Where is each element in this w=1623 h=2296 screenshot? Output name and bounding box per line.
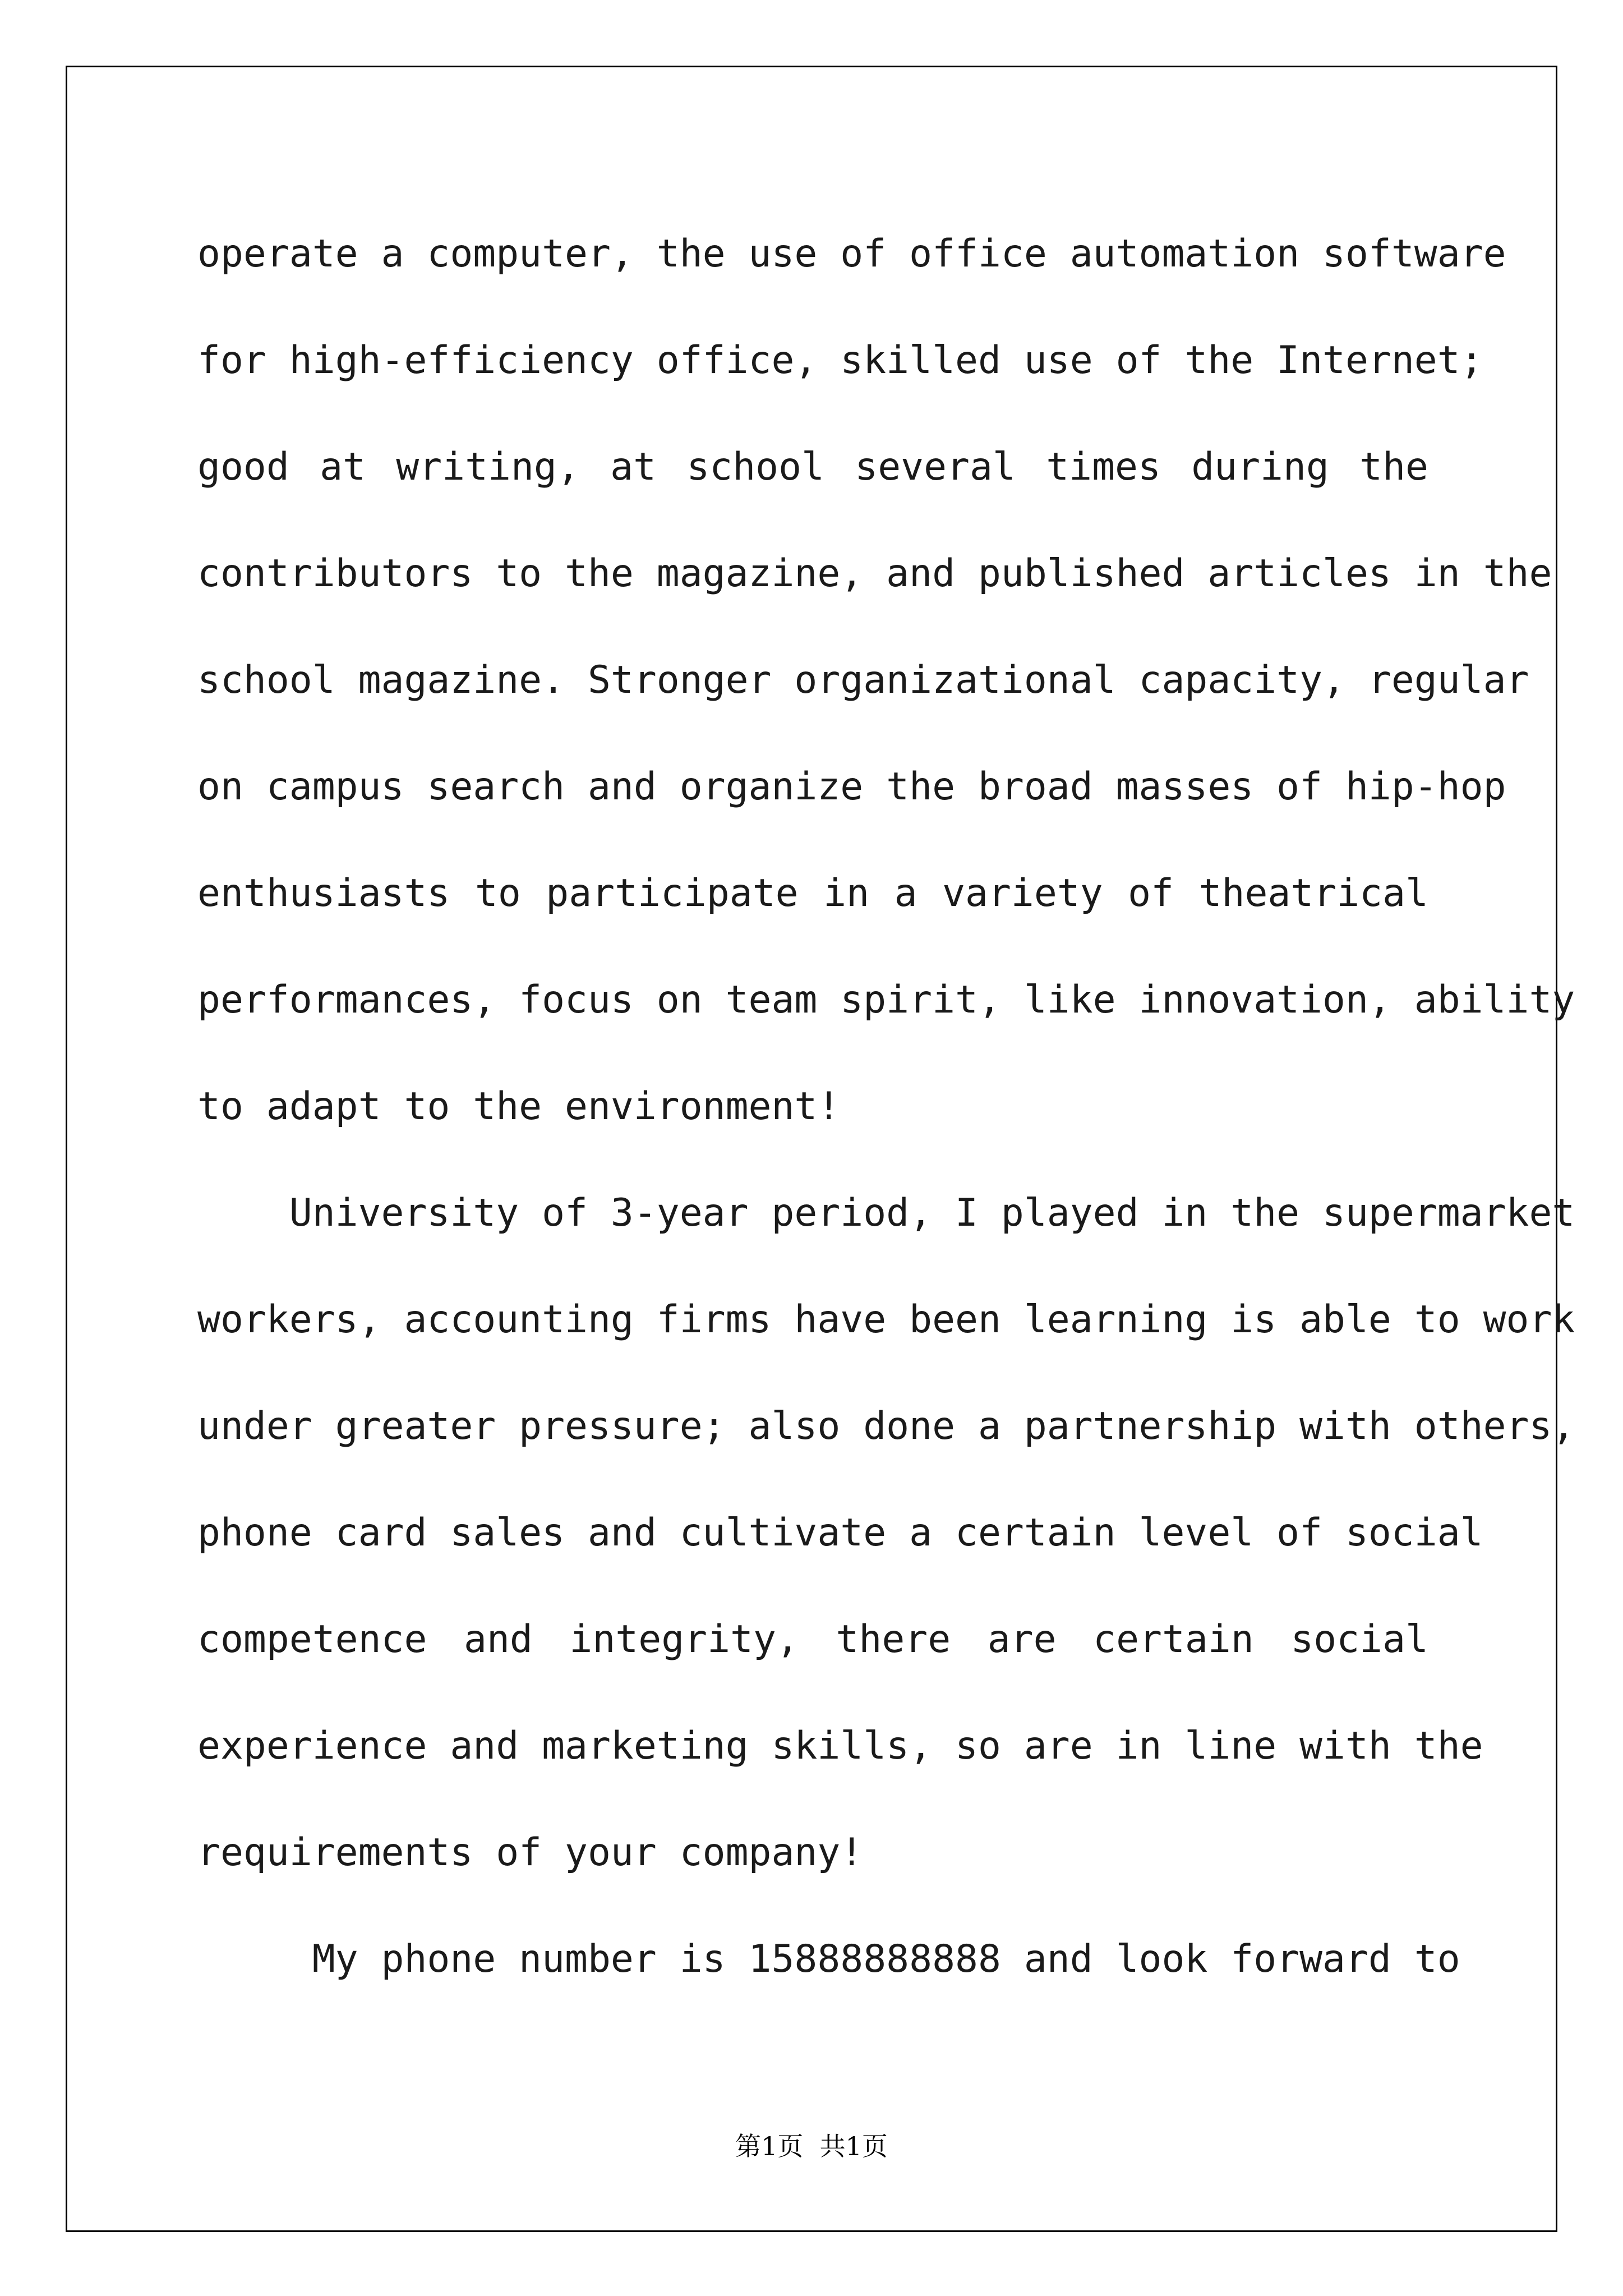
body-line: to adapt to the environment!: [197, 1084, 841, 1129]
body-line: University of 3-year period, I played in the supermarket: [197, 1191, 1575, 1235]
body-line: for high-efficiency office, skilled use of the Internet;: [197, 338, 1483, 383]
body-line: phone card sales and cultivate a certain level of social: [197, 1511, 1483, 1555]
body-line: requirements of your company!: [197, 1830, 864, 1875]
body-line: My phone number is 15888888888 and look forward to: [197, 1937, 1460, 1981]
body-line: workers, accounting firms have been learning is able to work: [197, 1297, 1575, 1342]
body-line: competence and integrity, there are certain social: [197, 1617, 1428, 1662]
page-footer: 第1页 共1页: [735, 2131, 888, 2161]
body-line: operate a computer, the use of office automation software: [197, 232, 1506, 276]
body-line: good at writing, at school several times during the: [197, 445, 1428, 489]
body-line: under greater pressure; also done a partnership with others,: [197, 1404, 1575, 1448]
body-line: school magazine. Stronger organizational capacity, regular: [197, 658, 1529, 702]
body-line: on campus search and organize the broad masses of hip-hop: [197, 765, 1506, 809]
body-line: experience and marketing skills, so are in line with the: [197, 1724, 1483, 1768]
body-line: performances, focus on team spirit, like innovation, ability: [197, 978, 1575, 1022]
body-line: enthusiasts to participate in a variety of theatrical: [197, 871, 1428, 915]
body-line: contributors to the magazine, and published articles in the: [197, 551, 1552, 596]
